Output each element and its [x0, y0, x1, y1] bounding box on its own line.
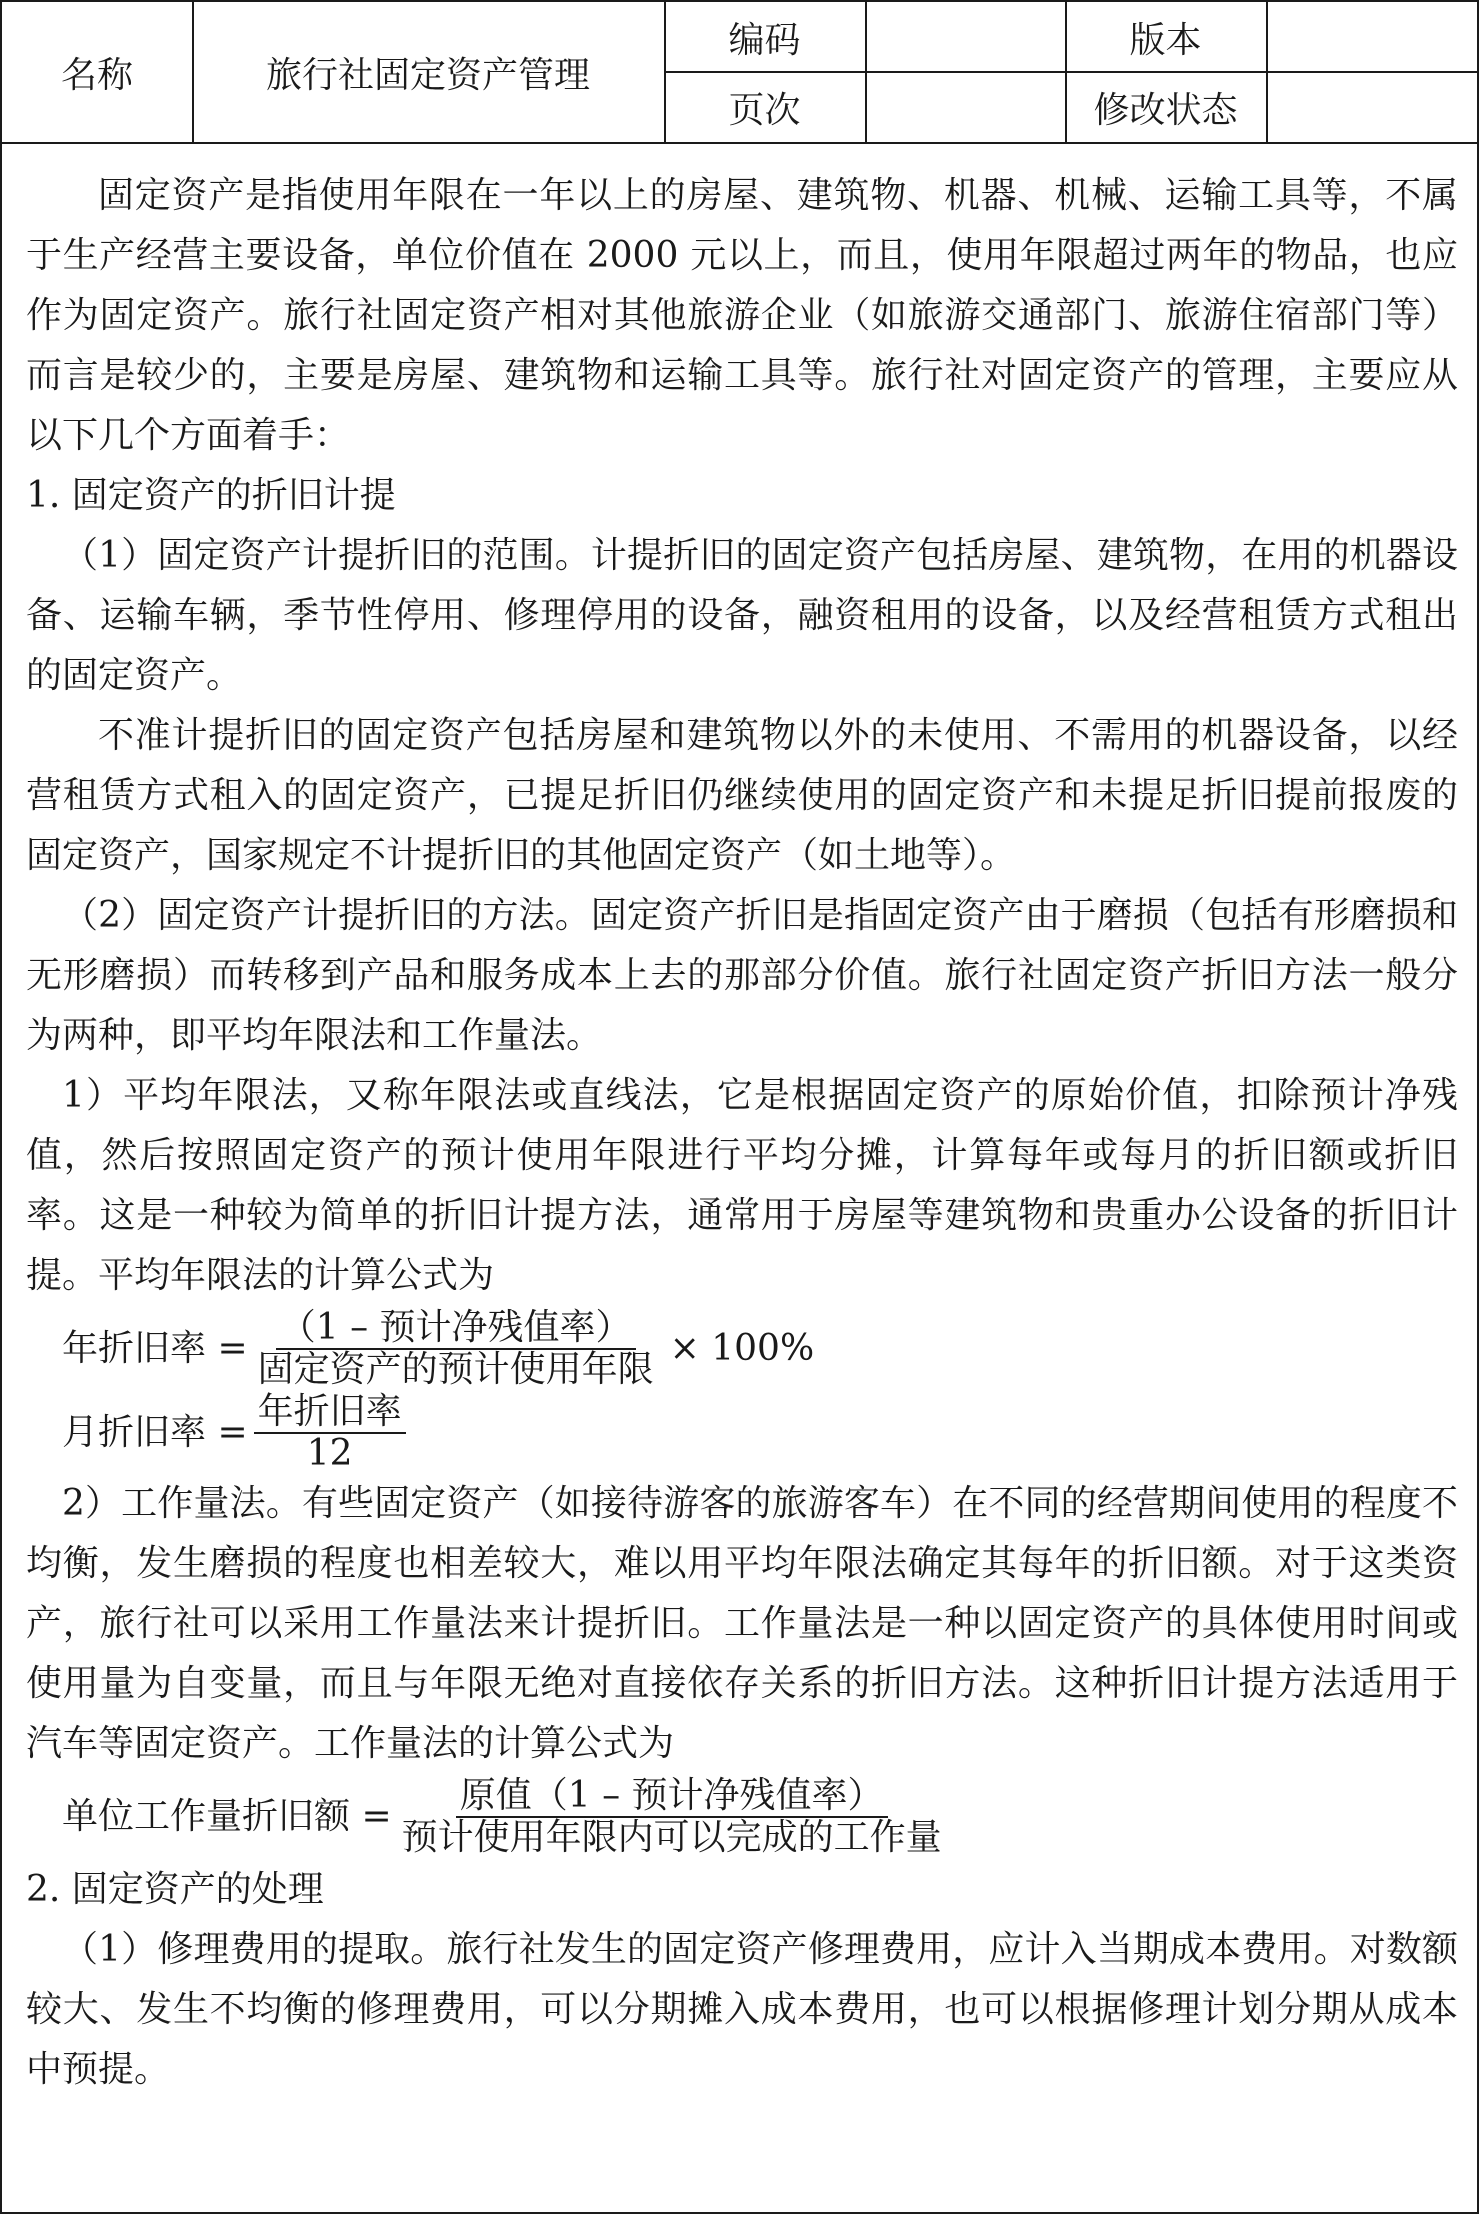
formula-lhs: 单位工作量折旧额 = — [62, 1796, 392, 1837]
non-depreciable-paragraph: 不准计提折旧的固定资产包括房屋和建筑物以外的未使用、不需用的机器设备，以经营租赁方式租入的固定资产，已提足折旧仍继续使用的固定资产和未提足折旧提前报废的固定资产，国家规定不计提折旧的其他固定资产（如土地等）。 — [26, 715, 1458, 876]
formula-numerator: 原值（1 – 预计净残值率） — [456, 1776, 888, 1818]
revision-value — [1266, 72, 1477, 142]
monthly-rate-formula — [62, 1392, 1458, 1474]
code-label: 编码 — [728, 19, 801, 61]
section-heading: 2. 固定资产的处理 — [26, 1869, 324, 1910]
revision-label: 修改状态 — [1093, 89, 1238, 131]
formula-numerator: （1 – 预计净残值率） — [276, 1308, 636, 1350]
formula-multiplier: × 100% — [669, 1328, 815, 1369]
header-table — [2, 2, 1477, 144]
formula-denominator: 12 — [306, 1433, 353, 1474]
repair-cost-paragraph: （1）修理费用的提取。旅行社发生的固定资产修理费用，应计入当期成本费用。对数额较大、发生不均衡的修理费用，可以分期摊入成本费用，也可以根据修理计划分期从成本中预提。 — [26, 1929, 1458, 2090]
name-value: 旅行社固定资产管理 — [265, 54, 590, 96]
formula-fraction — [254, 1392, 406, 1474]
depreciation-method-paragraph: （2）固定资产计提折旧的方法。固定资产折旧是指固定资产由于磨损（包括有形磨损和无形磨损）而转移到产品和服务成本上去的那部分价值。旅行社固定资产折旧方法一般分为两种，即平均年限法和工作量法。 — [26, 895, 1458, 1056]
page-value — [865, 72, 1065, 142]
page-label: 页次 — [728, 89, 801, 131]
intro-paragraph: 固定资产是指使用年限在一年以上的房屋、建筑物、机器、机械、运输工具等，不属于生产经营主要设备，单位价值在 2000 元以上，而且，使用年限超过两年的物品，也应作为固定资产。旅行社固定资产相对其他旅游企业（如旅游交通部门、旅游住宿部门等）而言是较少的，主要是房屋、建筑物和运输工具等。旅行社对固定资产的管理，主要应从以下几个方面着手： — [26, 175, 1458, 456]
formula-numerator: 年折旧率 — [254, 1392, 406, 1434]
version-label: 版本 — [1129, 19, 1202, 61]
formula-fraction — [398, 1776, 946, 1858]
formula-lhs: 月折旧率 = — [62, 1412, 248, 1453]
units-of-production-paragraph: 2）工作量法。有些固定资产（如接待游客的旅游客车）在不同的经营期间使用的程度不均衡，发生磨损的程度也相差较大，难以用平均年限法确定其每年的折旧额。对于这类资产，旅行社可以采用工作量法来计提折旧。工作量法是一种以固定资产的具体使用时间或使用量为自变量，而且与年限无绝对直接依存关系的折旧方法。这种折旧计提方法适用于汽车等固定资产。工作量法的计算公式为 — [26, 1483, 1458, 1764]
version-value — [1266, 2, 1477, 72]
annual-rate-formula — [62, 1306, 1458, 1392]
depreciation-scope-paragraph: （1）固定资产计提折旧的范围。计提折旧的固定资产包括房屋、建筑物，在用的机器设备、运输车辆，季节性停用、修理停用的设备，融资租用的设备，以及经营租赁方式租出的固定资产。 — [26, 535, 1458, 696]
formula-denominator: 预计使用年限内可以完成的工作量 — [401, 1817, 942, 1858]
straight-line-paragraph: 1）平均年限法，又称年限法或直线法，它是根据固定资产的原始价值，扣除预计净残值，然后按照固定资产的预计使用年限进行平均分摊，计算每年或每月的折旧额或折旧率。这是一种较为简单的折旧计提方法，通常用于房屋等建筑物和贵重办公设备的折旧计提。平均年限法的计算公式为 — [26, 1075, 1458, 1296]
unit-depreciation-formula — [62, 1774, 1458, 1860]
code-value — [865, 2, 1065, 72]
name-label: 名称 — [60, 54, 133, 96]
document-body — [26, 166, 1458, 2100]
formula-denominator: 固定资产的预计使用年限 — [257, 1349, 654, 1390]
section-heading: 1. 固定资产的折旧计提 — [26, 475, 396, 516]
formula-fraction — [254, 1308, 658, 1390]
formula-lhs: 年折旧率 = — [62, 1328, 248, 1369]
